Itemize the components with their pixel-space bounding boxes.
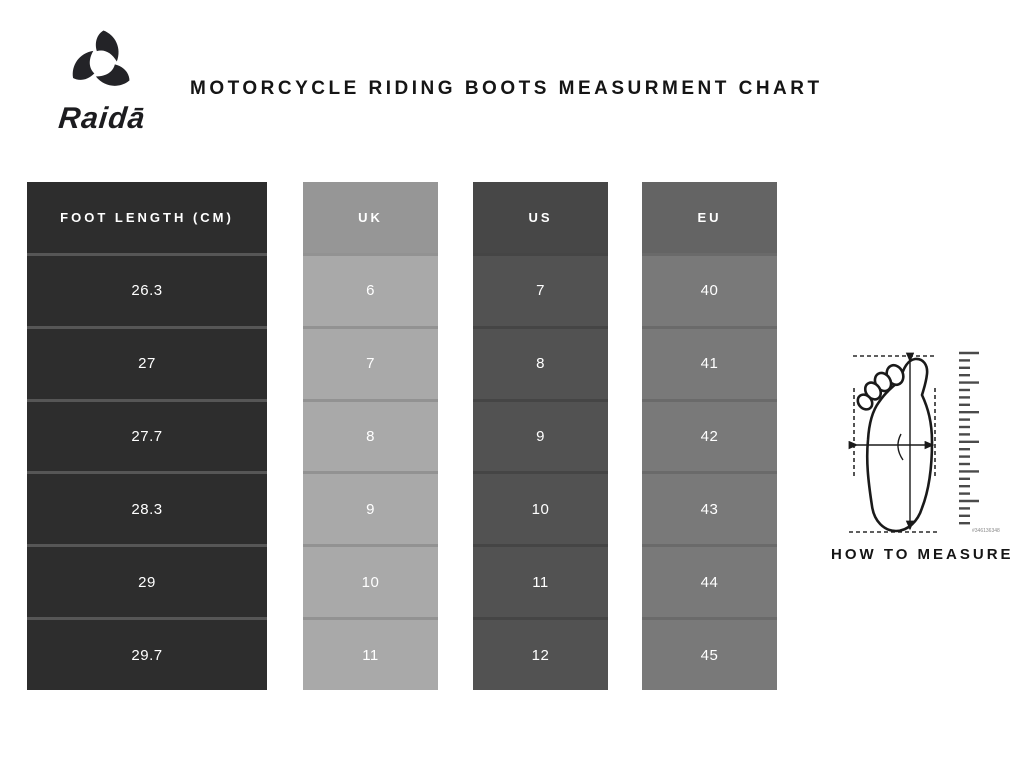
size-cell: 10 [303,544,438,617]
size-cell: 8 [473,326,608,399]
ruler-icon [959,353,979,523]
size-column-us [473,182,608,690]
stock-watermark: #346136348 [972,528,1000,534]
size-cell: 10 [473,471,608,544]
size-cell: 6 [303,253,438,326]
size-cell: 43 [642,471,777,544]
size-column-uk [303,182,438,690]
size-cell: 11 [303,617,438,690]
size-cell: 45 [642,617,777,690]
size-cell: 11 [473,544,608,617]
size-cell: 41 [642,326,777,399]
size-cell: 7 [303,326,438,399]
brand-wordmark: Raidā [56,102,148,135]
size-column-foot-length-cm [27,182,267,690]
size-cell: 44 [642,544,777,617]
column-header-uk: UK [303,182,438,253]
size-cell: 29 [27,544,267,617]
size-cell: 42 [642,399,777,472]
size-cell: 26.3 [27,253,267,326]
foot-measurement-diagram-icon [843,348,995,544]
size-cell: 28.3 [27,471,267,544]
size-cell: 7 [473,253,608,326]
size-cell: 9 [473,399,608,472]
size-column-eu [642,182,777,690]
column-header-eu: EU [642,182,777,253]
size-cell: 9 [303,471,438,544]
page-title: MOTORCYCLE RIDING BOOTS MEASURMENT CHART [190,78,823,99]
column-header-us: US [473,182,608,253]
column-header-foot-length-cm: FOOT LENGTH (CM) [27,182,267,253]
size-cell: 40 [642,253,777,326]
size-cell: 12 [473,617,608,690]
how-to-measure-label: HOW TO MEASURE [831,546,1014,563]
size-cell: 29.7 [27,617,267,690]
size-cell: 8 [303,399,438,472]
size-cell: 27 [27,326,267,399]
size-cell: 27.7 [27,399,267,472]
